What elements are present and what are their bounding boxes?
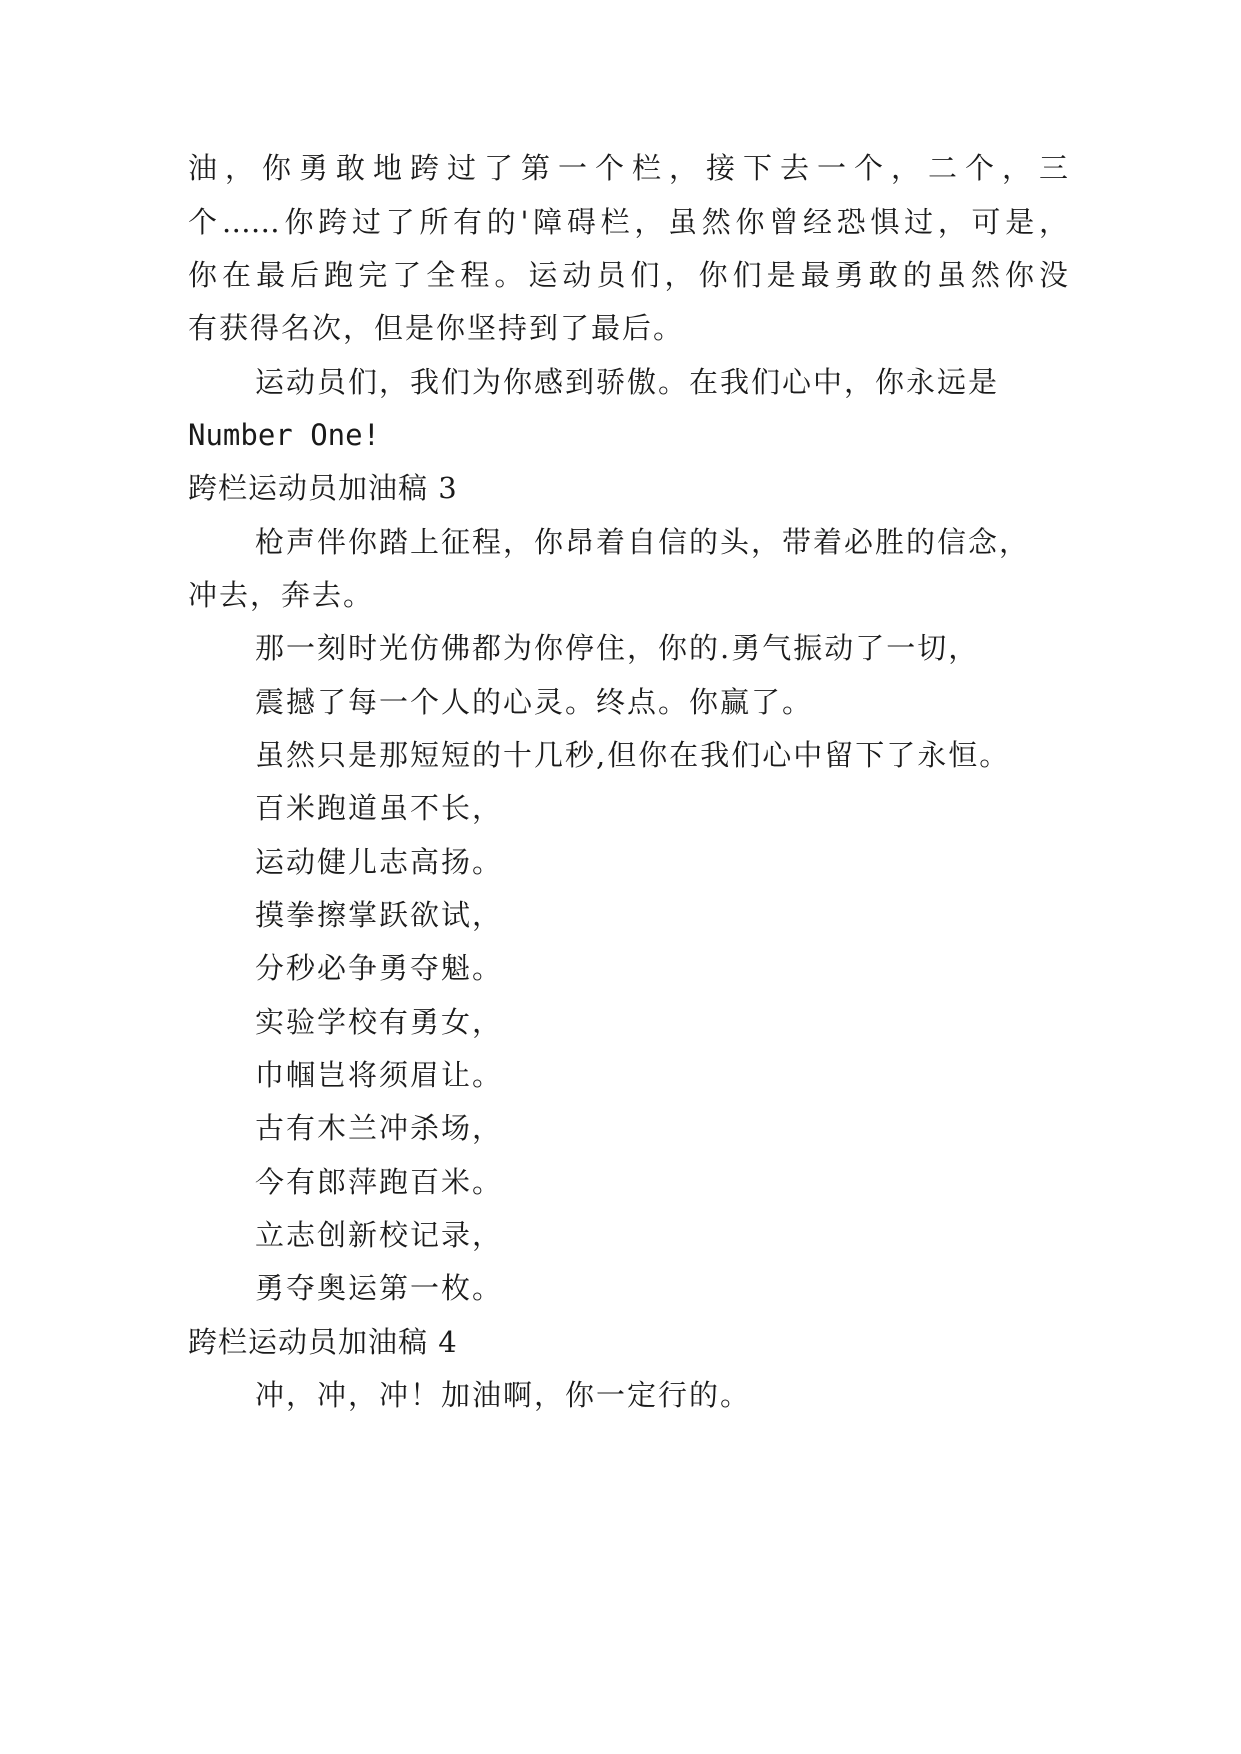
paragraph-line: 冲去，奔去。 (188, 578, 375, 612)
paragraph-line: 有获得名次，但是你坚持到了最后。 (188, 311, 685, 345)
poem-line: 巾帼岂将须眉让。 (255, 1058, 504, 1092)
paragraph-line: 虽然只是那短短的十几秒,但你在我们心中留下了永恒。 (255, 738, 1011, 772)
section-heading: 跨栏运动员加油稿 4 (188, 1325, 458, 1359)
paragraph-line: 冲，冲，冲！加油啊，你一定行的。 (255, 1378, 752, 1412)
poem-line: 今有郎萍跑百米。 (255, 1165, 504, 1199)
poem-line: 摸拳擦掌跃欲试， (255, 898, 504, 932)
paragraph-line: 枪声伴你踏上征程，你昂着自信的头，带着必胜的信念， (255, 525, 1031, 559)
poem-line: 运动健儿志高扬。 (255, 845, 504, 879)
poem-line: 分秒必争勇夺魁。 (255, 951, 504, 985)
section-heading: 跨栏运动员加油稿 3 (188, 471, 458, 505)
poem-line: 古有木兰冲杀场， (255, 1111, 504, 1145)
poem-line: 立志创新校记录， (255, 1218, 504, 1252)
paragraph-line: 震撼了每一个人的心灵。终点。你赢了。 (255, 685, 814, 719)
paragraph-line: 那一刻时光仿佛都为你停住，你的.勇气振动了一切， (255, 631, 980, 665)
poem-line: 实验学校有勇女， (255, 1005, 504, 1039)
paragraph-line: 油，你勇敢地跨过了第一个栏，接下去一个，二个，三 (188, 151, 1068, 185)
paragraph-line: 个……你跨过了所有的'障碍栏，虽然你曾经恐惧过，可是， (188, 205, 1068, 239)
paragraph-line: 你在最后跑完了全程。运动员们，你们是最勇敢的虽然你没 (188, 258, 1068, 292)
paragraph-line: Number One! (188, 418, 381, 452)
poem-line: 百米跑道虽不长， (255, 791, 504, 825)
paragraph-line: 运动员们，我们为你感到骄傲。在我们心中，你永远是 (255, 365, 1000, 399)
poem-line: 勇夺奥运第一枚。 (255, 1271, 504, 1305)
